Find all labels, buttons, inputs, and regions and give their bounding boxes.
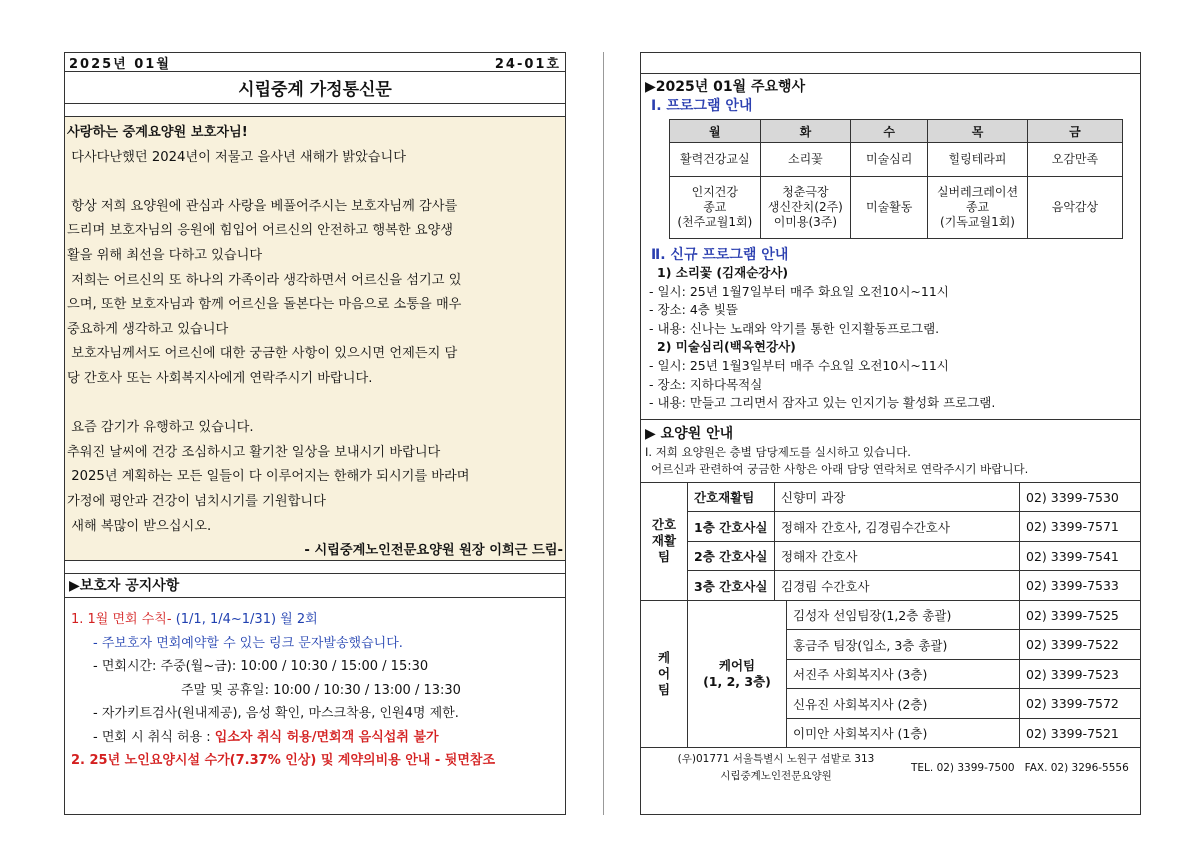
- schedule-row: [670, 177, 1123, 239]
- notice-list: [65, 598, 565, 773]
- table-row: [641, 482, 1141, 512]
- left-page: [64, 52, 566, 815]
- schedule-cell: 오감만족: [1027, 143, 1122, 177]
- letter-line: 활을 위해 최선을 다하고 있습니다: [67, 247, 263, 263]
- schedule-cell: 미술심리: [851, 143, 928, 177]
- table-row: [641, 541, 1141, 571]
- schedule-cell: [851, 177, 928, 239]
- day-header: 월: [670, 120, 761, 143]
- notice-item-2: 2. 25년 노인요양시설 수가(7.37% 인상) 및 계약의비용 안내 - 뒷면참조: [71, 753, 496, 768]
- schedule-cell-line: 음악감상: [1051, 200, 1099, 214]
- program-detail: - 장소: 4층 빛뜰: [649, 302, 738, 318]
- letter-line: 중요하게 생각하고 있습니다: [67, 321, 229, 337]
- schedule-cell-line: (기독교월1회): [940, 215, 1015, 229]
- schedule-cell-line: 종교: [703, 200, 727, 214]
- table-row: [641, 512, 1141, 542]
- schedule-cell: 힐링테라피: [928, 143, 1028, 177]
- schedule-cell-line: 실버레크레이션: [936, 185, 1019, 199]
- program-detail: - 내용: 만들고 그리면서 잠자고 있는 인지기능 활성화 프로그램.: [649, 395, 996, 411]
- letter-box: [65, 117, 565, 561]
- letter-line: [67, 170, 563, 195]
- notice-1-rest: (1/1, 1/4~1/31) 월 2회: [171, 612, 318, 627]
- day-header: 화: [760, 120, 851, 143]
- phone-cell: 02) 3399-7525: [1020, 600, 1141, 630]
- schedule-header-row: [670, 120, 1123, 143]
- letter-line: [67, 392, 563, 417]
- page-title: 시립중계 가정통신문: [65, 72, 565, 104]
- new-program-list: [641, 264, 1140, 413]
- phone-cell: 02) 3399-7521: [1020, 718, 1141, 748]
- program-title: Ⅰ. 프로그램 안내: [651, 98, 753, 114]
- new-program-title: Ⅱ. 신규 프로그램 안내: [651, 247, 789, 263]
- schedule-cell-line: (천주교월1회): [677, 215, 753, 229]
- letter-line: 추워진 날씨에 건강 조심하시고 활기찬 일상을 보내시기 바랍니다: [67, 444, 441, 460]
- program-detail: - 내용: 신나는 노래와 악기를 통한 인지활동프로그램.: [649, 320, 940, 336]
- header-row: [65, 53, 565, 72]
- letter-line: 요즘 감기가 유행하고 있습니다.: [67, 420, 254, 436]
- person-cell: 신유진 사회복지사 (2층): [787, 689, 1020, 719]
- guide-title: ▶ 요양원 안내: [645, 425, 734, 442]
- phone-cell: 02) 3399-7522: [1020, 630, 1141, 660]
- events-title: ▶2025년 01월 주요행사: [645, 79, 806, 95]
- program-name: 2) 미술심리(백옥현강사): [657, 339, 796, 355]
- care-team-label: 케어팀 (1, 2, 3층): [688, 600, 787, 748]
- footer-address: (우)01771 서울특별시 노원구 섬밭로 313: [677, 753, 875, 766]
- notice-title: ▶보호자 공지사항: [65, 574, 565, 598]
- schedule-cell: 활력건강교실: [670, 143, 761, 177]
- schedule-row: [670, 143, 1123, 177]
- phone-cell: 02) 3399-7533: [1020, 571, 1141, 601]
- person-cell: 김성자 선임팀장(1,2층 총괄): [787, 600, 1020, 630]
- letter-signature: - 시립중계노인전문요양원 원장 이희근 드림-: [304, 543, 563, 559]
- schedule-cell-line: 미술활동: [866, 200, 913, 214]
- letter-body: [67, 146, 563, 540]
- guide-line-1: Ⅰ. 저희 요양원은 층별 담당제도를 실시하고 있습니다.: [645, 444, 911, 459]
- person-cell: 김경림 수간호사: [775, 571, 1020, 601]
- letter-line: 항상 저희 요양원에 관심과 사랑을 베풀어주시는 보호자님께 감사를: [67, 198, 458, 214]
- notice-1-food: - 면회 시 취식 허용 : 입소자 취식 허용/면회객 음식섭취 불가: [93, 729, 439, 745]
- notice-1-rules: - 자가키트검사(원내제공), 음성 확인, 마스크착용, 인원4명 제한.: [93, 706, 459, 721]
- phone-cell: 02) 3399-7523: [1020, 659, 1141, 689]
- program-detail: - 일시: 25년 1월3일부터 매주 수요일 오전10시~11시: [649, 357, 949, 373]
- schedule-cell: [928, 177, 1028, 239]
- team-cell: 2층 간호사실: [688, 541, 775, 571]
- person-cell: 홍금주 팀장(입소, 3층 총괄): [787, 630, 1020, 660]
- nursing-group-label: 간호 재활 팀: [641, 482, 688, 600]
- schedule-cell-line: 청춘극장: [782, 185, 829, 199]
- notice-1-link: - 주보호자 면회예약할 수 있는 링크 문자발송했습니다.: [93, 635, 403, 651]
- person-cell: 정해자 간호사, 김경림수간호사: [775, 512, 1020, 542]
- phone-cell: 02) 3399-7571: [1020, 512, 1141, 542]
- notice-item-1: [71, 608, 559, 632]
- schedule-cell-line: 인지건강: [691, 185, 738, 199]
- schedule-cell: 소리꽃: [760, 143, 851, 177]
- letter-greeting: 사랑하는 중계요양원 보호자님!: [67, 125, 248, 140]
- program-detail: - 장소: 지하다목적실: [649, 376, 763, 392]
- schedule-table: [669, 119, 1123, 239]
- letter-line: 가정에 평안과 건강이 넘치시기를 기원합니다: [67, 493, 326, 509]
- person-cell: 정해자 간호사: [775, 541, 1020, 571]
- person-cell: 이미안 사회복지사 (1층): [787, 718, 1020, 748]
- program-name: 1) 소리꽃 (김재순강사): [657, 265, 789, 280]
- letter-line: 당 간호사 또는 사회복지사에게 연락주시기 바랍니다.: [67, 370, 373, 386]
- right-page: [640, 52, 1141, 815]
- team-cell: 3층 간호사실: [688, 571, 775, 601]
- letter-line: 2025년 계획하는 모든 일들이 다 이루어지는 한해가 되시기를 바라며: [67, 469, 470, 485]
- schedule-cell: [670, 177, 761, 239]
- footer-contact: TEL. 02) 3399-7500 FAX. 02) 3296-5556: [911, 762, 1129, 775]
- program-detail: - 일시: 25년 1월7일부터 매주 화요일 오전10시~11시: [649, 283, 949, 299]
- schedule-cell-line: 생신잔치(2주): [767, 200, 843, 214]
- care-group-label: 케 어 팀: [641, 600, 688, 748]
- issue-number: 24-01호: [494, 56, 561, 72]
- team-cell: 간호재활팀: [688, 482, 775, 512]
- team-cell: 1층 간호사실: [688, 512, 775, 542]
- issue-date: 2025년 01월: [69, 56, 171, 72]
- table-row: [641, 600, 1141, 630]
- schedule-cell: [1027, 177, 1122, 239]
- page-divider: [603, 52, 604, 815]
- footer: [641, 748, 1140, 788]
- letter-line: 보호자님께서도 어르신에 대한 궁금한 사항이 있으시면 언제든지 담: [67, 346, 458, 362]
- letter-line: 으며, 또한 보호자님과 함께 어르신을 돌본다는 마음으로 소통을 매우: [67, 297, 462, 313]
- notice-1-weekend: 주말 및 공휴일: 10:00 / 10:30 / 13:00 / 13:30: [181, 682, 461, 698]
- footer-org: 시립중계노인전문요양원: [720, 770, 832, 783]
- schedule-cell-line: 이미용(3주): [773, 215, 838, 229]
- notice-1-hours: - 면회시간: 주중(월~금): 10:00 / 10:30 / 15:00 / 15:30: [93, 659, 429, 674]
- schedule-cell: [760, 177, 851, 239]
- letter-line: 저희는 어르신의 또 하나의 가족이라 생각하면서 어르신을 섬기고 있: [67, 272, 462, 288]
- phone-cell: 02) 3399-7541: [1020, 541, 1141, 571]
- letter-line: 새해 복많이 받으십시오.: [67, 518, 212, 534]
- notice-1-label: 1. 1월 면회 수칙-: [71, 612, 172, 627]
- person-cell: 신향미 과장: [775, 482, 1020, 512]
- person-cell: 서진주 사회복지사 (3층): [787, 659, 1020, 689]
- schedule-cell-line: 종교: [965, 200, 990, 214]
- day-header: 금: [1027, 120, 1122, 143]
- staff-table: [640, 482, 1141, 749]
- day-header: 목: [928, 120, 1028, 143]
- phone-cell: 02) 3399-7572: [1020, 689, 1141, 719]
- guide-line-2: 어르신과 관련하여 궁금한 사항은 아래 담당 연락처로 연락주시기 바랍니다.: [651, 461, 1029, 476]
- letter-line: 드리며 보호자님의 응원에 힘입어 어르신의 안전하고 행복한 요양생: [67, 223, 454, 239]
- notice-1-food-rule: 입소자 취식 허용/면회객 음식섭취 불가: [214, 729, 439, 745]
- phone-cell: 02) 3399-7530: [1020, 482, 1141, 512]
- table-row: [641, 571, 1141, 601]
- letter-line: 다사다난했던 2024년이 저물고 을사년 새해가 밝았습니다: [67, 149, 406, 165]
- day-header: 수: [851, 120, 928, 143]
